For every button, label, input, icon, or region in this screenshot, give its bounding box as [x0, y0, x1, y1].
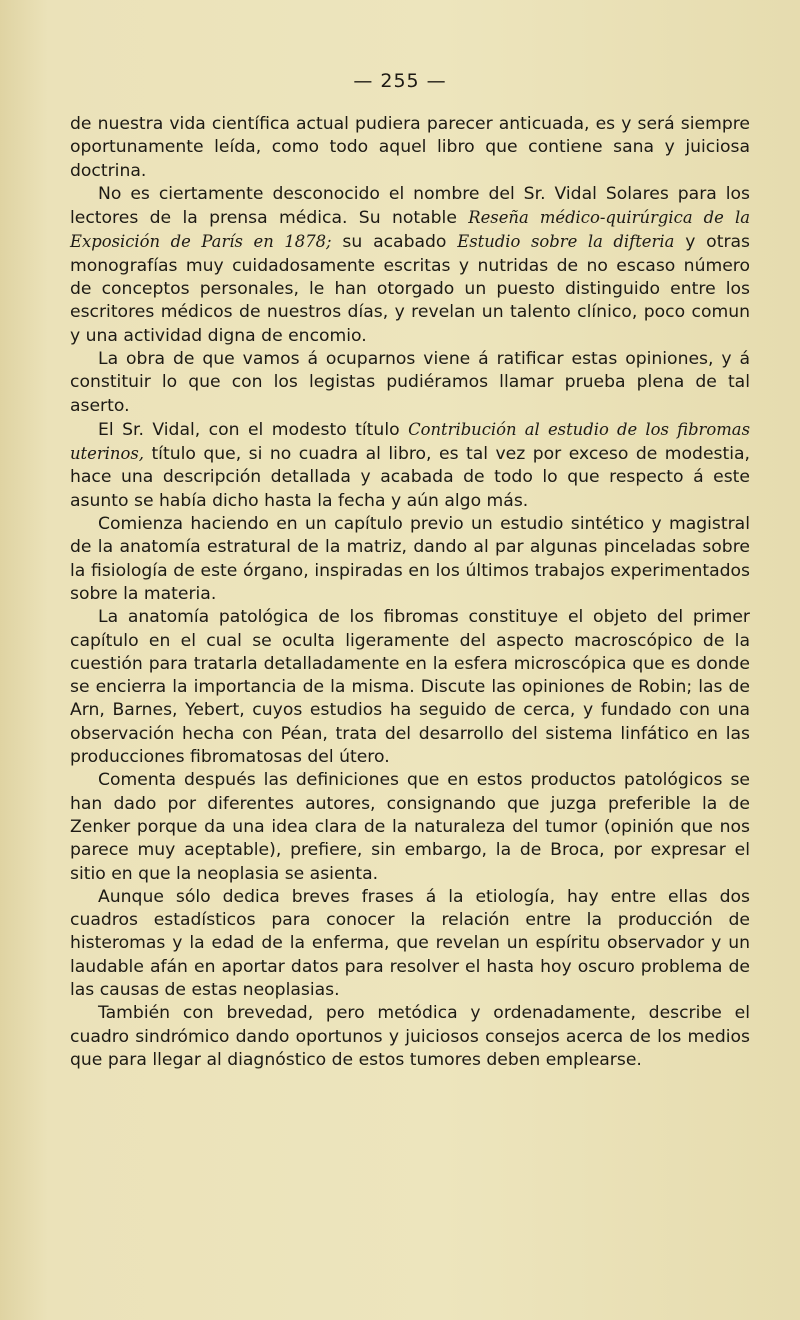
work-title-estudio: Estudio sobre la difteria	[457, 232, 675, 252]
work-title-resena: Reseña médico-quirúrgica de la Exposición de París en 1878;	[70, 208, 750, 252]
paragraph-2	[70, 183, 750, 348]
paragraph-4-text-c: título que, si no cuadra al libro, es tal vez por exceso de modestia, hace una descripción detallada y acabada de todo lo que respecto á este asunto se había dicho hasta la fecha y aún algo más.	[70, 444, 750, 511]
paragraph-6: La anatomía patológica de los fibromas constituye el objeto del primer capítulo en el cual se oculta ligeramente del aspecto macroscópico de la cuestión para tratarla detalladamente en la esfera microscópica que es donde se encierra la importancia de la misma. Discute las opiniones de Robin; las de Arn, Barnes, Yebert, cuyos estudios ha seguido de cerca, y fundado con una observación hecha con Péan, trata del desarrollo del sistema linfático en las producciones fibromatosas del útero.	[70, 607, 750, 768]
paragraph-4	[70, 418, 750, 513]
paragraph-2-text-c: su acabado	[331, 232, 458, 253]
paragraph-1: de nuestra vida científica actual pudiera parecer anticuada, es y será siempre oportunamente leída, como todo aquel libro que contiene sana y juiciosa doctrina.	[70, 114, 750, 181]
body-text	[70, 113, 750, 1072]
paragraph-7: Comenta después las definiciones que en estos productos patológicos se han dado por diferentes autores, consignando que juzga preferible la de Zenker porque da una idea clara de la naturaleza del tumor (opinión que nos parece muy aceptable), prefiere, sin embargo, la de Broca, por expresar el sitio en que la neoplasia se asienta.	[70, 770, 750, 884]
paragraph-2-text-e: y otras monografías muy cuidadosamente escritas y nutridas de no escaso número de conceptos personales, le han otorgado un puesto distinguido entre los escritores médicos de nuestros días, y revelan un talento clínico, poco comun y una actividad digna de encomio.	[70, 232, 750, 346]
paragraph-8: Aunque sólo dedica breves frases á la etiología, hay entre ellas dos cuadros estadísticos para conocer la relación entre la producción de histeromas y la edad de la enferma, que revelan un espíritu observador y un laudable afán en aportar datos para resolver el hasta hoy oscuro problema de las causas de estas neoplasias.	[70, 886, 750, 1000]
paragraph-4-text-a: El Sr. Vidal, con el modesto título	[98, 419, 409, 440]
paragraph-2-text-a: No es ciertamente desconocido el nombre del Sr. Vidal Solares para los lectores de la prensa médica. Su notable	[70, 183, 750, 229]
paragraph-9: También con brevedad, pero metódica y ordenadamente, describe el cuadro sindrómico dando oportunos y juiciosos consejos acerca de los medios que para llegar al diagnóstico de estos tumores deben emplearse.	[70, 1003, 750, 1070]
work-title-contribucion: Contribución al estudio de los fibromas uterinos,	[70, 419, 750, 464]
page-number: — 255 —	[353, 70, 447, 92]
paragraph-5: Comienza haciendo en un capítulo previo un estudio sintético y magistral de la anatomía estratural de la matriz, dando al par algunas pinceladas sobre la fisiología de este órgano, inspiradas en los últimos trabajos experimentados sobre la materia.	[70, 514, 750, 604]
paragraph-3: La obra de que vamos á ocuparnos viene á ratificar estas opiniones, y á constituir lo que con los legistas pudiéramos llamar prueba plena de tal aserto.	[70, 348, 750, 416]
